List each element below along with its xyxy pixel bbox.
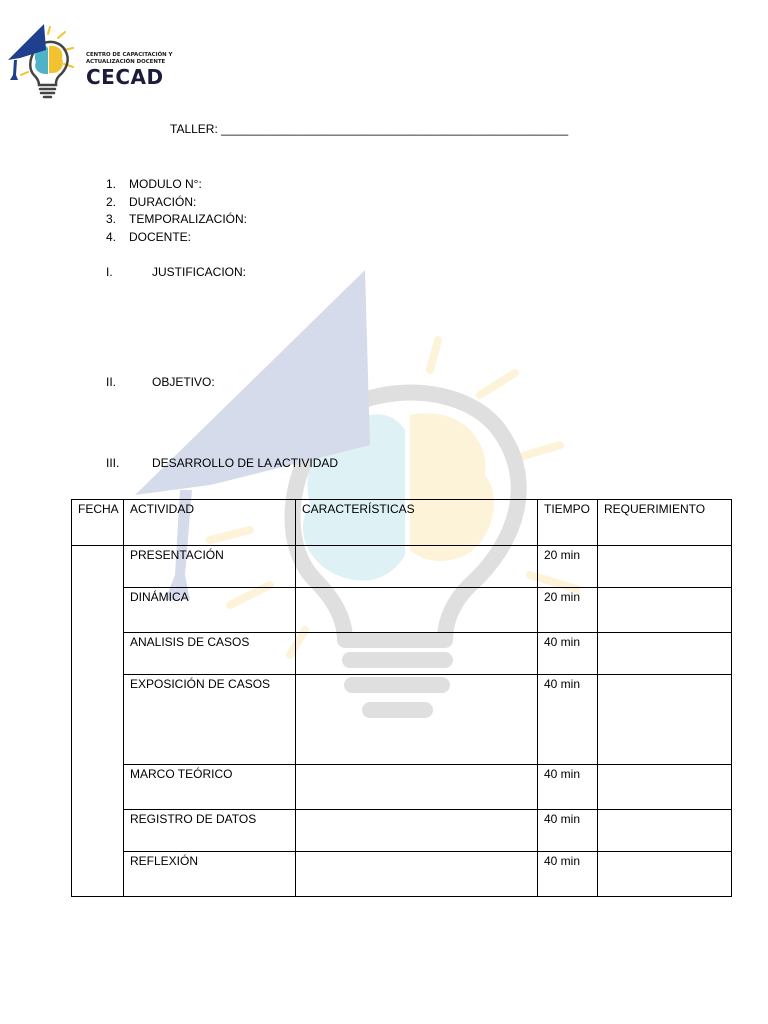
header-tiempo: TIEMPO: [538, 500, 598, 546]
activity-table: [71, 499, 732, 897]
logo-text: [86, 52, 172, 87]
actividad-cell: REGISTRO DE DATOS: [124, 810, 296, 852]
fecha-cell: [72, 546, 124, 897]
section-title: JUSTIFICACION:: [152, 265, 247, 279]
tiempo-cell: 40 min: [538, 765, 598, 810]
section-justificacion: [106, 265, 246, 279]
section-title: DESARROLLO DE LA ACTIVIDAD: [152, 456, 339, 470]
requerimiento-cell: [598, 765, 732, 810]
section-number: III.: [106, 456, 120, 470]
actividad-cell: PRESENTACIÓN: [124, 546, 296, 588]
tiempo-cell: 40 min: [538, 633, 598, 675]
caracteristicas-cell: [296, 810, 538, 852]
section-title: OBJETIVO:: [152, 375, 215, 389]
header-requerimiento: REQUERIMIENTO: [598, 500, 732, 546]
logo-line-1: CENTRO DE CAPACITACIÓN Y: [86, 52, 173, 58]
table-row: [72, 546, 732, 588]
logo-line-2: ACTUALIZACIÓN DOCENTE: [86, 58, 166, 65]
list-label: MODULO N°:: [129, 177, 202, 191]
caracteristicas-cell: [296, 765, 538, 810]
taller-line: TALLER: ____________________________________________________: [170, 122, 569, 136]
table-header-row: [72, 500, 732, 546]
requerimiento-cell: [598, 546, 732, 588]
section-number: I.: [106, 265, 113, 279]
table-row: [72, 810, 732, 852]
actividad-cell: MARCO TEÓRICO: [124, 765, 296, 810]
caracteristicas-cell: [296, 852, 538, 897]
table-row: [72, 852, 732, 897]
list-item: [106, 229, 247, 247]
list-item: [106, 194, 247, 212]
list-number: 4.: [106, 230, 117, 245]
table-row: [72, 675, 732, 765]
requerimiento-cell: [598, 852, 732, 897]
requerimiento-cell: [598, 633, 732, 675]
caracteristicas-cell: [296, 546, 538, 588]
list-number: 3.: [106, 212, 117, 227]
requerimiento-cell: [598, 810, 732, 852]
section-number: II.: [106, 375, 117, 389]
section-objetivo: [106, 375, 215, 389]
header-caracteristicas: CARACTERÍSTICAS: [296, 500, 538, 546]
actividad-cell: DINÁMICA: [124, 588, 296, 633]
tiempo-cell: 40 min: [538, 852, 598, 897]
list-number: 1.: [106, 177, 117, 191]
list-item: [106, 176, 247, 194]
cecad-logo: [6, 22, 172, 100]
tiempo-cell: 20 min: [538, 588, 598, 633]
requerimiento-cell: [598, 675, 732, 765]
section-desarrollo: [106, 456, 338, 470]
actividad-cell: REFLEXIÓN: [124, 852, 296, 897]
list-label: DURACIÓN:: [129, 194, 197, 209]
module-info-list: [106, 176, 247, 247]
tiempo-cell: 40 min: [538, 675, 598, 765]
caracteristicas-cell: [296, 675, 538, 765]
header-actividad: ACTIVIDAD: [124, 500, 296, 546]
actividad-cell: EXPOSICIÓN DE CASOS: [124, 675, 296, 765]
list-number: 2.: [106, 194, 117, 209]
caracteristicas-cell: [296, 588, 538, 633]
table-row: [72, 765, 732, 810]
actividad-cell: ANALISIS DE CASOS: [124, 633, 296, 675]
table-row: [72, 633, 732, 675]
list-label: DOCENTE:: [129, 230, 192, 245]
tiempo-cell: 20 min: [538, 546, 598, 588]
table-row: [72, 588, 732, 633]
tiempo-cell: 40 min: [538, 810, 598, 852]
list-label: TEMPORALIZACIÓN:: [129, 212, 248, 227]
logo-name: CECAD: [86, 65, 164, 89]
header-fecha: FECHA: [72, 500, 124, 546]
list-item: [106, 211, 247, 229]
caracteristicas-cell: [296, 633, 538, 675]
requerimiento-cell: [598, 588, 732, 633]
graduation-cap-lightbulb-icon: [6, 22, 86, 100]
